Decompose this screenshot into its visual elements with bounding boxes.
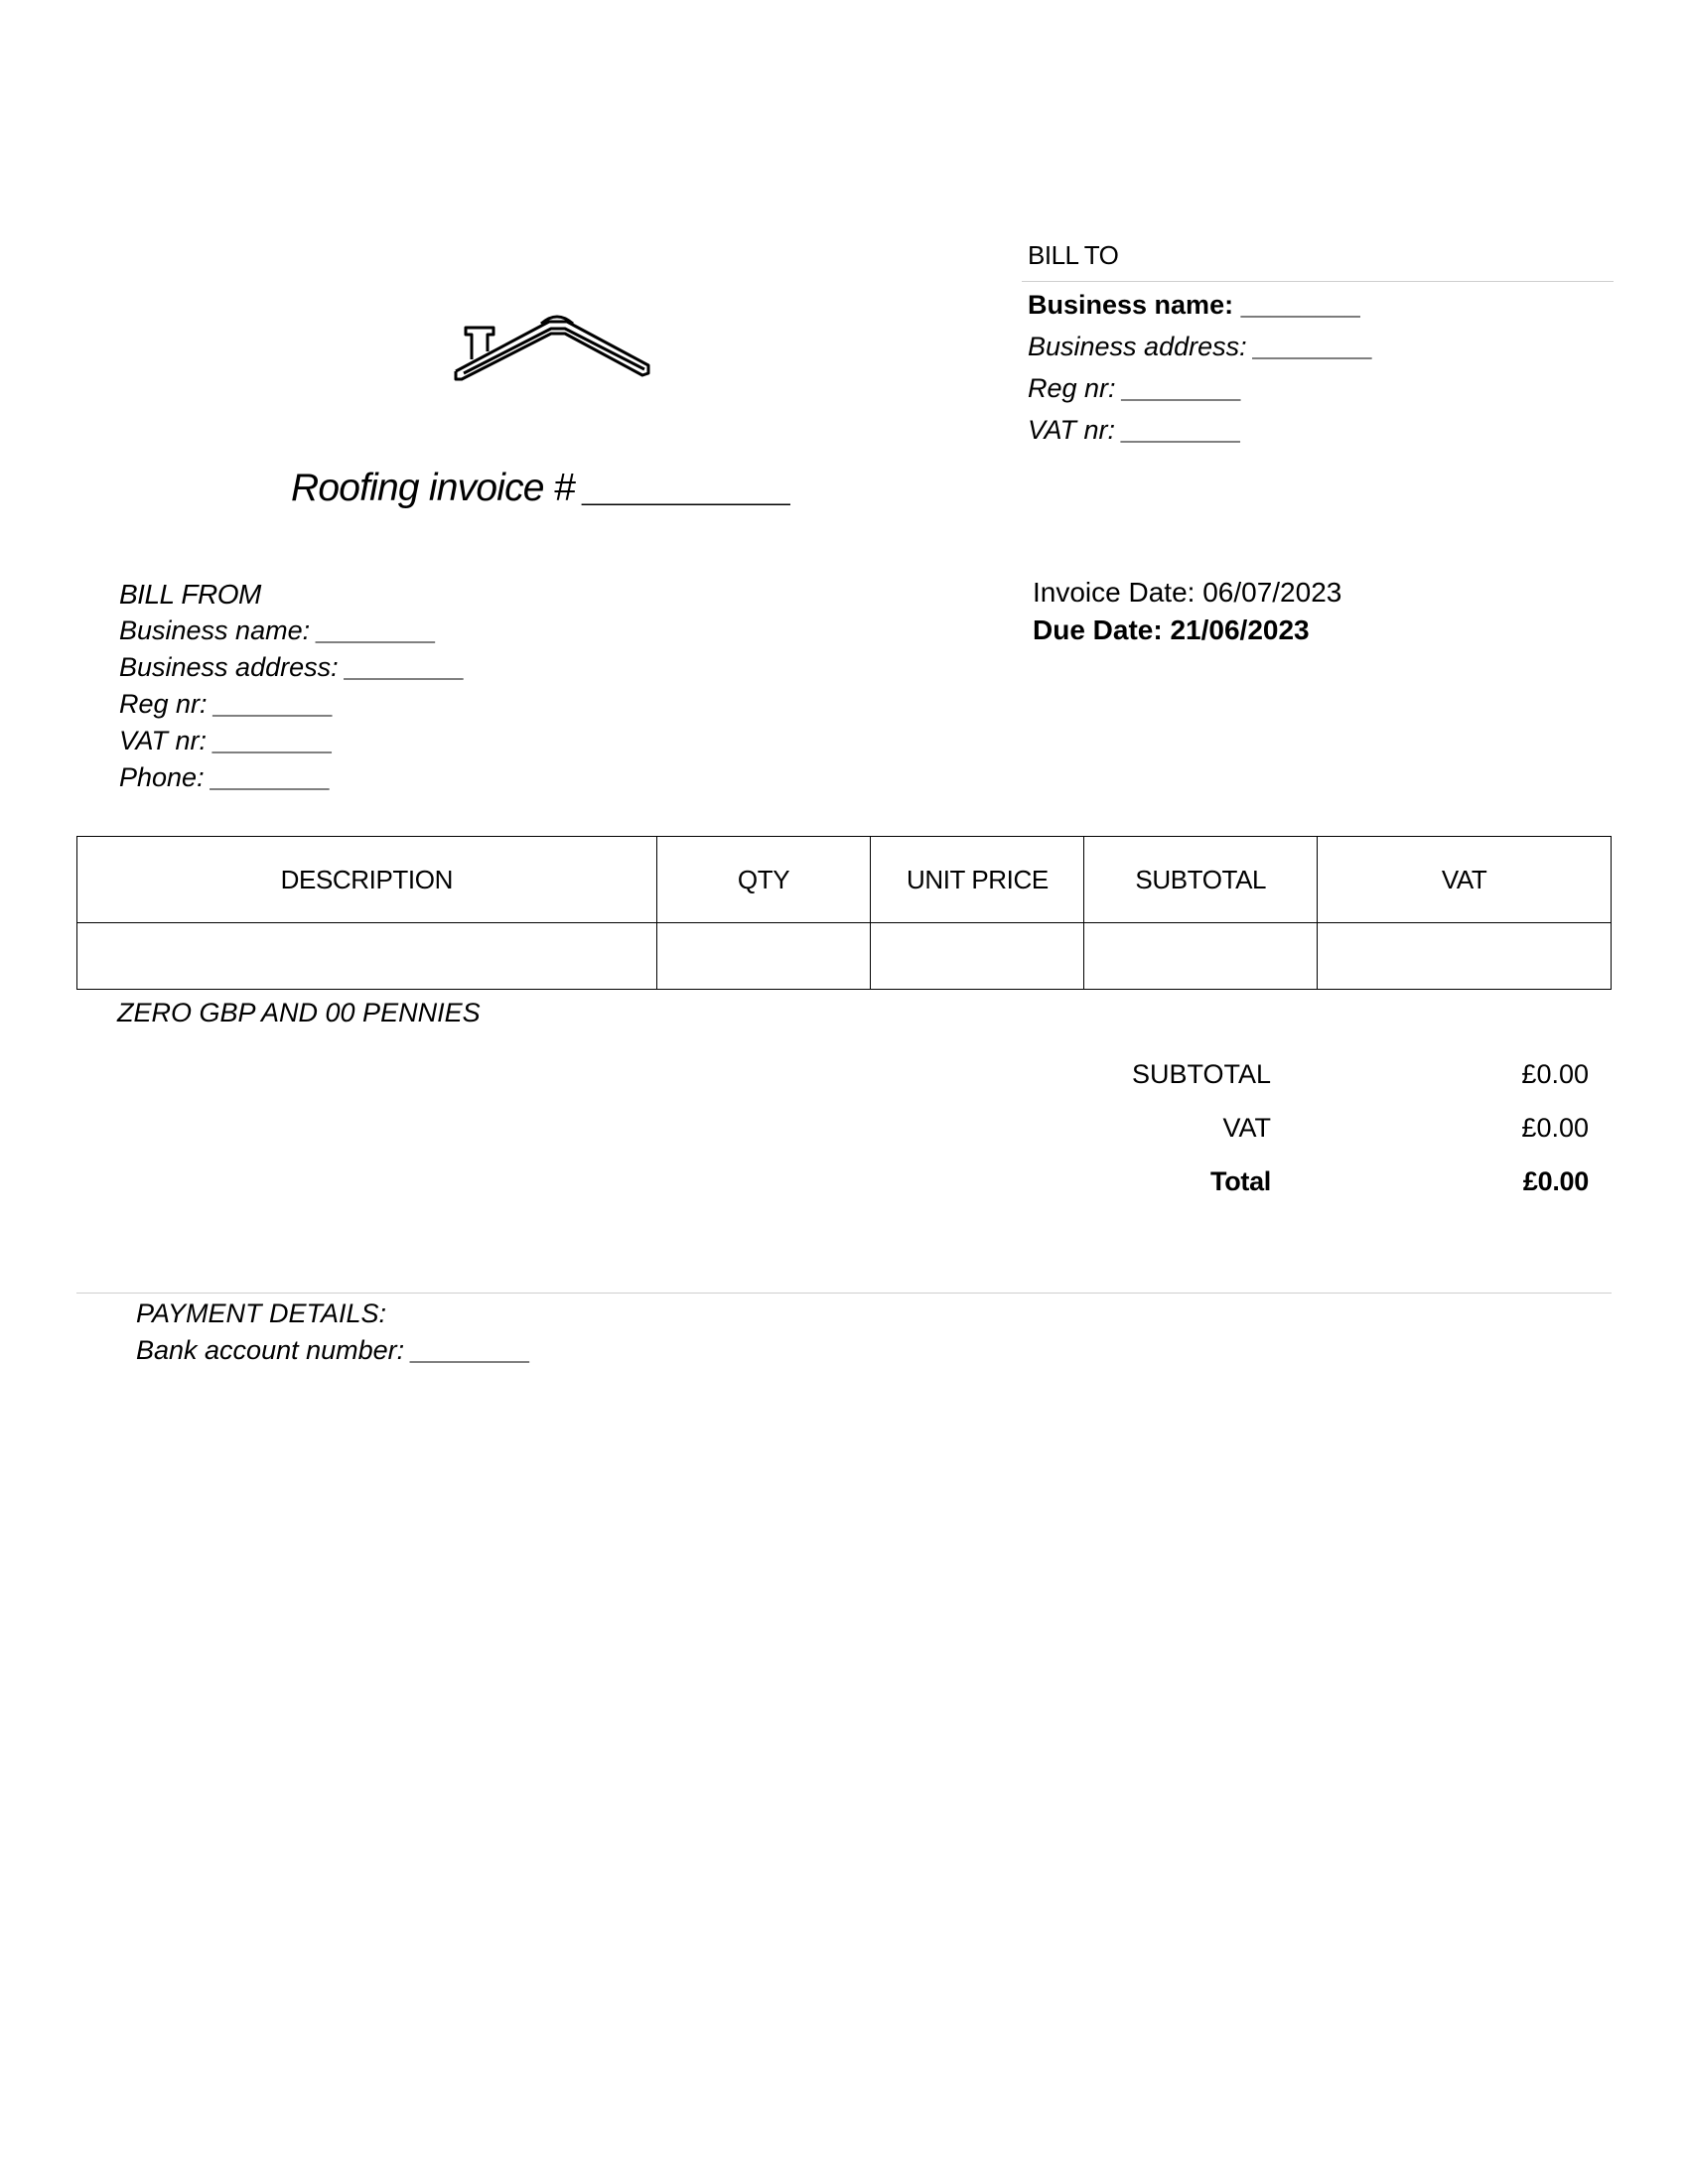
vat-value: £0.00 [1521,1112,1589,1143]
bank-account-number: Bank account number: ________ [136,1335,531,1365]
cell-qty [656,923,871,990]
cell-subtotal [1084,923,1318,990]
column-header-description: DESCRIPTION [77,837,657,923]
bill-to-vat-nr: VAT nr: ________ [1028,415,1242,445]
bill-to-heading: BILL TO [1022,240,1614,282]
total-value: £0.00 [1522,1165,1589,1196]
total-label: Total [1210,1165,1271,1196]
subtotal-row [1092,1047,1589,1101]
vat-label: VAT [1222,1112,1271,1143]
bill-to-business-name: Business name: ________ [1028,290,1360,320]
payment-details-section [136,1296,531,1369]
invoice-title: Roofing invoice # __________ [291,467,792,509]
amount-in-words: ZERO GBP AND 00 PENNIES [117,998,481,1027]
bill-from-phone: Phone: ________ [119,762,332,792]
column-header-subtotal: SUBTOTAL [1084,837,1318,923]
column-header-unit-price: UNIT PRICE [871,837,1084,923]
due-date: Due Date: 21/06/2023 [1033,614,1310,645]
bill-from-business-name: Business name: ________ [119,615,437,645]
table-header-row [77,837,1612,923]
vat-row [1092,1101,1589,1155]
house-roof-icon [452,310,660,381]
bill-from-vat-nr: VAT nr: ________ [119,726,334,755]
invoice-dates [1033,574,1341,649]
subtotal-label: SUBTOTAL [1131,1058,1271,1089]
total-row [1092,1155,1589,1208]
bill-to-section [1028,240,1614,451]
invoice-date: Invoice Date: 06/07/2023 [1033,577,1342,608]
bill-to-reg-nr: Reg nr: ________ [1028,373,1243,403]
items-table [76,836,1612,990]
cell-description [77,923,657,990]
bill-from-business-address: Business address: ________ [119,652,466,682]
totals-section [1092,1047,1589,1208]
table-row [77,923,1612,990]
payment-heading: PAYMENT DETAILS: [136,1298,387,1328]
bill-from-heading: BILL FROM [119,579,261,610]
section-divider [76,1293,1612,1294]
bill-from-reg-nr: Reg nr: ________ [119,689,335,719]
bill-to-business-address: Business address: ________ [1028,332,1374,361]
bill-from-section [119,576,465,796]
subtotal-value: £0.00 [1521,1058,1589,1089]
cell-vat [1318,923,1612,990]
column-header-vat: VAT [1318,837,1612,923]
cell-unit-price [871,923,1084,990]
column-header-qty: QTY [656,837,871,923]
